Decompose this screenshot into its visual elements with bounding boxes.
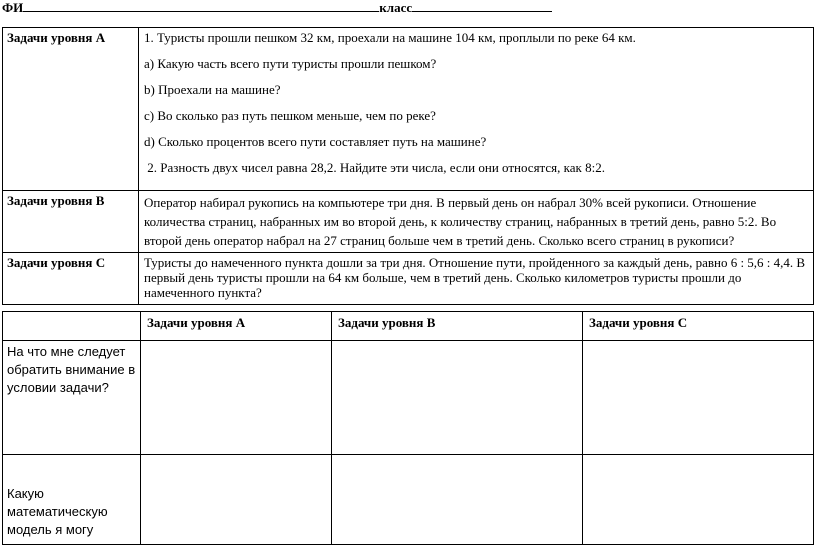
- plan-cell-a2[interactable]: [141, 455, 332, 545]
- plan-header-level-b: Задачи уровня В: [332, 312, 583, 341]
- task-a-line-3: b) Проехали на машине?: [144, 82, 281, 97]
- plan-question-model: [3, 455, 141, 545]
- plan-cell-c2[interactable]: [583, 455, 814, 545]
- task-a-line-4: c) Во сколько раз путь пешком меньше, чем по реке?: [144, 108, 436, 123]
- plan-row-attention: [3, 341, 814, 455]
- plan-header-level-c: Задачи уровня С: [583, 312, 814, 341]
- name-field-line[interactable]: [23, 0, 379, 12]
- class-field-line[interactable]: [412, 0, 552, 12]
- plan-row-model: [3, 455, 814, 545]
- plan-header-empty: [3, 312, 141, 341]
- plan-header-level-a: Задачи уровня А: [141, 312, 332, 341]
- student-header: [2, 0, 552, 16]
- task-a-line-1: 1. Туристы прошли пешком 32 км, проехали на машине 104 км, проплыли по реке 64 км.: [144, 30, 636, 45]
- level-b-label: Задачи уровня В: [3, 191, 139, 253]
- level-a-label: Задачи уровня А: [3, 28, 139, 191]
- task-a-line-6: 2. Разность двух чисел равна 28,2. Найдите эти числа, если они относятся, как 8:2.: [144, 160, 605, 175]
- task-row-b: [3, 191, 814, 253]
- planning-table: [2, 311, 814, 545]
- task-a-line-5: d) Сколько процентов всего пути составляет путь на машине?: [144, 134, 487, 149]
- level-b-text: Оператор набирал рукопись на компьютере три дня. В первый день он набрал 30% всей рукописи. Отношение количества страниц, набранных им во второй день, к количеству страниц, набранных в третий день, равно 5:2. Во второй день оператор набрал на 27 страниц больше чем в третий день. Сколько всего страниц в рукописи?: [139, 191, 814, 253]
- class-label: класс: [379, 0, 413, 15]
- task-a-line-2: a) Какую часть всего пути туристы прошли пешком?: [144, 56, 437, 71]
- level-c-text: Туристы до намеченного пункта дошли за три дня. Отношение пути, пройденного за каждый день, равно 6 : 5,6 : 4,4. В первый день туристы прошли на 64 км больше, чем в третий день. Сколько километров туристы прошли до намеченного пункта?: [139, 253, 814, 305]
- plan-cell-b1[interactable]: [332, 341, 583, 455]
- plan-cell-c1[interactable]: [583, 341, 814, 455]
- plan-question-model-text: Какую математическую модель я могу: [7, 486, 108, 537]
- level-a-text: [139, 28, 814, 191]
- level-c-label: Задачи уровня С: [3, 253, 139, 305]
- plan-header-row: [3, 312, 814, 341]
- tasks-table: [2, 27, 814, 305]
- task-row-c: [3, 253, 814, 305]
- plan-question-attention: На что мне следует обратить внимание в условии задачи?: [3, 341, 141, 455]
- task-row-a: [3, 28, 814, 191]
- name-label: ФИ: [2, 0, 24, 15]
- plan-cell-a1[interactable]: [141, 341, 332, 455]
- plan-cell-b2[interactable]: [332, 455, 583, 545]
